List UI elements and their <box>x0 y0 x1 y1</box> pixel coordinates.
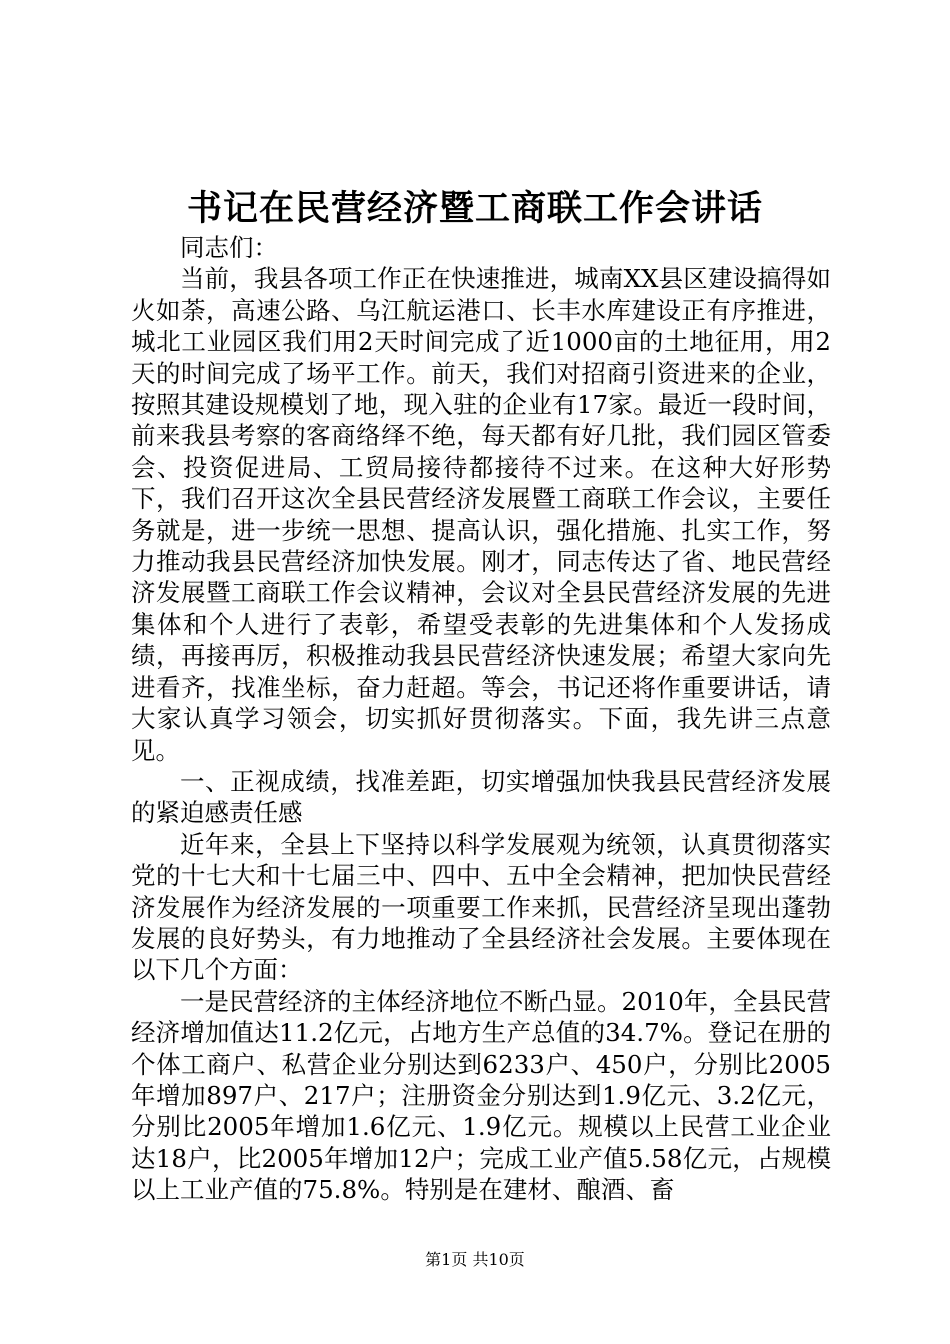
section-1-paragraph: 近年来，全县上下坚持以科学发展观为统领，认真贯彻落实党的十七大和十七届三中、四中、五中全会精神，把加快民营经济发展作为经济发展的一项重要工作来抓，民营经济呈现出蓬勃发展的良好势头，有力地推动了全县经济社会发展。主要体现在以下几个方面： <box>131 829 831 985</box>
page-number-footer: 第1页 共10页 <box>425 1250 525 1269</box>
document-body <box>131 232 831 1206</box>
point-1-paragraph: 一是民营经济的主体经济地位不断凸显。2010年，全县民营经济增加值达11.2亿元，占地方生产总值的34.7%。登记在册的个体工商户、私营企业分别达到6233户、450户，分别比2005年增加897户、217户；注册资金分别达到1.9亿元、3.2亿元，分别比2005年增加1.6亿元、1.9亿元。规模以上民营工业企业达18户，比2005年增加12户；完成工业产值5.58亿元，占规模以上工业产值的75.8%。特别是在建材、酿酒、畜 <box>131 986 831 1205</box>
document-title: 书记在民营经济暨工商联工作会讲话 <box>186 188 763 229</box>
section-heading-1: 一、正视成绩，找准差距，切实增强加快我县民营经济发展的紧迫感责任感 <box>131 766 831 828</box>
salutation-paragraph: 同志们： <box>180 233 278 262</box>
intro-paragraph: 当前，我县各项工作正在快速推进，城南XX县区建设搞得如火如荼，高速公路、乌江航运港口、长丰水库建设正有序推进，城北工业园区我们用2天时间完成了近1000亩的土地征用，用2天的时间完成了场平工作。前天，我们对招商引资进来的企业，按照其建设规模划了地，现入驻的企业有17家。最近一段时间，前来我县考察的客商络绎不绝，每天都有好几批，我们园区管委会、投资促进局、工贸局接待都接待不过来。在这种大好形势下，我们召开这次全县民营经济发展暨工商联工作会议，主要任务就是，进一步统一思想、提高认识，强化措施、扎实工作，努力推动我县民营经济加快发展。刚才，同志传达了省、地民营经济发展暨工商联工作会议精神，会议对全县民营经济发展的先进集体和个人进行了表彰，希望受表彰的先进集体和个人发扬成绩，再接再厉，积极推动我县民营经济快速发展；希望大家向先进看齐，找准坐标，奋力赶超。等会，书记还将作重要讲话，请大家认真学习领会，切实抓好贯彻落实。下面，我先讲三点意见。 <box>131 264 831 765</box>
